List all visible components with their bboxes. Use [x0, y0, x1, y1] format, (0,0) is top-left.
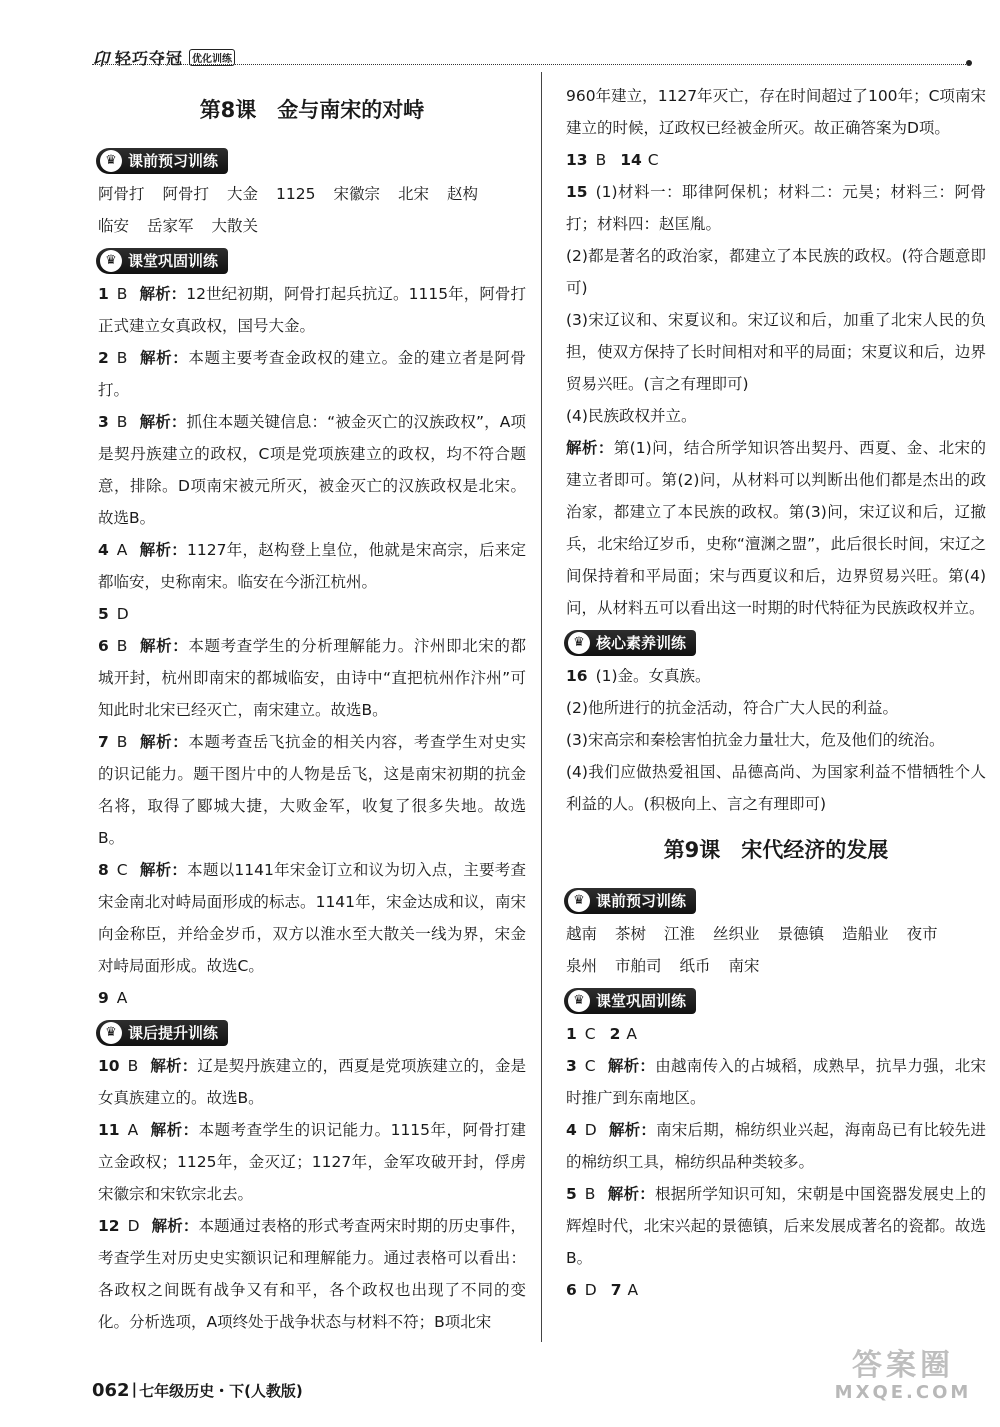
answer-text: (4)我们应做热爱祖国、品德高尚、为国家利益不惜牺牲个人利益的人。(积极向上、言之有理即可)	[566, 763, 986, 813]
question-number: 6	[566, 1281, 577, 1299]
page-number: 062	[92, 1380, 130, 1401]
answer-text: (4)民族政权并立。	[566, 407, 697, 425]
analysis-label: 解析：	[151, 1217, 199, 1235]
answer-letter: A	[627, 1281, 639, 1299]
question-number: 7	[610, 1281, 622, 1299]
analysis-text: 本题通过表格的形式考查两宋时期的历史事件，考查学生对历史史实额识记和理解能力。通过表格可以看出：各政权之间既有战争又有和平，各个政权也出现了不同的变化。分析选项，A项终处于战争状态与材料不符；B项北宋	[98, 1217, 526, 1331]
question-number: 7	[98, 733, 109, 751]
analysis-label: 解析：	[139, 861, 188, 879]
answer-letter: B	[116, 413, 128, 431]
section-label: 课前预习训练	[596, 892, 687, 910]
answer-item	[98, 982, 526, 1014]
answer-letter: C	[584, 1025, 596, 1043]
term: 景德镇	[777, 925, 825, 943]
analysis-text: 第(1)问，结合所学知识答出契丹、西夏、金、北宋的建立者即可。第(2)问，从材料可以判断出他们都是杰出的政治家，都建立了本民族的政权。第(3)问，宋辽议和后，辽撤兵，北宋给辽岁币，史称“澶渊之盟”，此后很长时间，宋辽之间保持着和平局面；宋与西夏议和后，边界贸易兴旺。第(4)问，从材料五可以看出这一时期的时代特征为民族政权并立。	[566, 439, 986, 617]
question-number: 1	[566, 1025, 577, 1043]
question-number: 5	[98, 605, 109, 623]
answer-text: (1)材料一：耶律阿保机；材料二：元昊；材料三：阿骨打；材料四：赵匡胤。	[566, 183, 986, 233]
answer-item	[566, 1050, 986, 1114]
term: 茶树	[615, 925, 647, 943]
answer-letter: B	[584, 1185, 596, 1203]
term: 越南	[566, 925, 598, 943]
section-core-badge	[564, 630, 696, 656]
term: 宋徽宗	[333, 185, 381, 203]
answer-letter: B	[116, 349, 128, 367]
brand-tag: 优化训练	[189, 49, 235, 66]
crown-icon: ♛	[100, 150, 122, 172]
answer-item	[98, 342, 526, 406]
term: 纸币	[679, 957, 711, 975]
term: 北宋	[398, 185, 430, 203]
analysis-text: 本题考查学生的识记能力。1115年，阿骨打建立金政权；1125年，金灭辽；1127年，金军攻破开封，俘虏宋徽宗和宋钦宗北去。	[98, 1121, 526, 1203]
section-preview-badge	[96, 148, 228, 174]
crown-icon: ♛	[568, 990, 590, 1012]
preview-answers	[98, 178, 526, 242]
answer-letter: A	[116, 989, 128, 1007]
analysis-label: 解析：	[139, 413, 187, 431]
book-title: 七年级历史・下(人教版)	[139, 1382, 303, 1400]
answer-item	[566, 1178, 986, 1274]
term: 临安	[98, 217, 130, 235]
answer-item	[566, 144, 986, 176]
answer-letter: D	[584, 1281, 597, 1299]
analysis-text: 本题主要考查金政权的建立。金的建立者是阿骨打。	[98, 349, 526, 399]
question-number: 1	[98, 285, 109, 303]
crown-icon: ♛	[568, 890, 590, 912]
answer-item	[566, 1018, 986, 1050]
lesson-8-title: 第8课 金与南宋的对峙	[199, 98, 425, 122]
analysis-text: 本题考查学生的分析理解能力。汴州即北宋的都城开封，杭州即南宋的都城临安，由诗中“直把杭州作汴州”可知此时北宋已经灭亡，南宋建立。故选B。	[98, 637, 526, 719]
answer-letter: A	[626, 1025, 638, 1043]
answer-letter: D	[127, 1217, 140, 1235]
analysis-label: 解析：	[608, 1121, 657, 1139]
question-number: 3	[566, 1057, 577, 1075]
column-divider	[541, 72, 542, 1342]
watermark	[828, 1350, 978, 1420]
lesson-9-title: 第9课 宋代经济的发展	[663, 838, 889, 862]
question-number: 13	[566, 151, 588, 169]
answer-item	[98, 534, 526, 598]
section-consolidate-badge	[96, 248, 228, 274]
answer-text: (2)他所进行的抗金活动，符合广大人民的利益。	[566, 699, 898, 717]
question-number: 2	[98, 349, 109, 367]
term: 大金	[227, 185, 259, 203]
analysis-text: 12世纪初期，阿骨打起兵抗辽。1115年，阿骨打正式建立女真政权，国号大金。	[98, 285, 526, 335]
answer-item	[98, 854, 526, 982]
header-rule	[92, 64, 970, 65]
answer-letter: B	[116, 637, 128, 655]
analysis-text: 根据所学知识可知，宋朝是中国瓷器发展史上的辉煌时代，北宋兴起的景德镇，后来发展成著名的瓷都。故选B。	[566, 1185, 986, 1267]
term: 夜市	[906, 925, 938, 943]
question-number: 5	[566, 1185, 577, 1203]
term: 造船业	[842, 925, 889, 943]
analysis-label: 解析：	[150, 1121, 199, 1139]
question-number: 2	[609, 1025, 621, 1043]
term: 南宋	[728, 957, 760, 975]
analysis-text: 本题以1141年宋金订立和议为切入点，主要考查宋金南北对峙局面形成的标志。1141年，宋金达成和议，南宋向金称臣，并给金岁币，双方以淮水至大散关一线为界，宋金对峙局面形成。故选C。	[98, 861, 526, 975]
answer-item	[98, 278, 526, 342]
analysis-label: 解析：	[139, 733, 189, 751]
answer-letter: B	[595, 151, 607, 169]
answer-letter: D	[116, 605, 129, 623]
answer-letter: A	[116, 541, 128, 559]
answer-letter: C	[647, 151, 659, 169]
crown-icon: ♛	[100, 250, 122, 272]
section-label: 课前预习训练	[128, 152, 219, 170]
section-advance-badge	[96, 1020, 228, 1046]
analysis-label: 解析：	[139, 285, 187, 303]
footer-separator: |	[131, 1380, 138, 1398]
answer-letter: C	[584, 1057, 596, 1075]
answer-letter: D	[584, 1121, 597, 1139]
left-column	[98, 80, 526, 1338]
continued-text: 960年建立，1127年灭亡，存在时间超过了100年；C项南宋建立的时候，辽政权已经被金所灭。故正确答案为D项。	[566, 87, 986, 137]
term: 丝织业	[713, 925, 760, 943]
answer-text: (2)都是著名的政治家，都建立了本民族的政权。(符合题意即可)	[566, 247, 986, 297]
question-number: 9	[98, 989, 109, 1007]
section-label: 课后提升训练	[128, 1024, 219, 1042]
answer-item	[98, 406, 526, 534]
term: 大散关	[211, 217, 259, 235]
answer-text: (3)宋辽议和、宋夏议和。宋辽议和后，加重了北宋人民的负担，使双方保持了长时间相对和平的局面；宋夏议和后，边界贸易兴旺。(言之有理即可)	[566, 311, 986, 393]
crown-icon: ♛	[100, 1022, 122, 1044]
answer-item	[98, 1114, 526, 1210]
analysis-text: 南宋后期，棉纺织业兴起，海南岛已有比较先进的棉纺织工具，棉纺织品种类较多。	[566, 1121, 986, 1171]
section-label: 课堂巩固训练	[128, 252, 219, 270]
term: 1125	[276, 185, 316, 203]
term: 泉州	[566, 957, 598, 975]
question-number: 12	[98, 1217, 120, 1235]
watermark-sub: MXQE.COM	[834, 1382, 972, 1403]
answer-item	[566, 1274, 986, 1306]
section-label: 课堂巩固训练	[596, 992, 687, 1010]
term: 赵构	[447, 185, 479, 203]
preview-answers	[566, 918, 986, 982]
answer-text: (3)宋高宗和秦桧害怕抗金力量壮大，危及他们的统治。	[566, 731, 945, 749]
analysis-text: 抓住本题关键信息：“被金灭亡的汉族政权”，A项是契丹族建立的政权，C项是党项族建立的政权，均不符合题意，排除。D项南宋被元所灭，被金灭亡的汉族政权是北宋。故选B。	[98, 413, 526, 527]
header-dot	[966, 60, 972, 66]
analysis-label: 解析：	[139, 637, 189, 655]
page-footer	[92, 1380, 303, 1401]
analysis-label: 解析：	[139, 541, 187, 559]
answer-item	[98, 1210, 526, 1338]
analysis-text: 1127年，赵构登上皇位，他就是宋高宗，后来定都临安，史称南宋。临安在今浙江杭州。	[98, 541, 526, 591]
brand-logo: 卬	[92, 49, 109, 70]
watermark-main: 答案圈	[852, 1348, 954, 1383]
answer-letter: B	[116, 733, 128, 751]
section-consolidate-badge	[564, 988, 696, 1014]
answer-item	[566, 660, 986, 692]
analysis-label: 解析：	[139, 349, 189, 367]
answer-item	[98, 630, 526, 726]
answer-item	[98, 726, 526, 854]
question-number: 3	[98, 413, 109, 431]
analysis-block	[566, 432, 986, 624]
question-number: 11	[98, 1121, 120, 1139]
term: 岳家军	[147, 217, 194, 235]
question-number: 10	[98, 1057, 120, 1075]
answer-letter: A	[127, 1121, 139, 1139]
question-number: 8	[98, 861, 109, 879]
question-number: 15	[566, 183, 588, 201]
answer-item	[566, 1114, 986, 1178]
analysis-label: 解析：	[150, 1057, 198, 1075]
question-number: 4	[98, 541, 109, 559]
answer-item	[98, 598, 526, 630]
brand-name: 轻巧夺冠	[115, 48, 184, 68]
answer-letter: C	[116, 861, 128, 879]
answer-text: (1)金。女真族。	[595, 667, 711, 685]
question-number: 4	[566, 1121, 577, 1139]
section-preview-badge	[564, 888, 696, 914]
term: 江淮	[664, 925, 696, 943]
analysis-label: 解析：	[607, 1185, 656, 1203]
answer-letter: B	[127, 1057, 139, 1075]
answer-letter: B	[116, 285, 128, 303]
analysis-text: 由越南传入的占城稻，成熟早，抗旱力强，北宋时推广到东南地区。	[566, 1057, 986, 1107]
question-number: 6	[98, 637, 109, 655]
crown-icon: ♛	[568, 632, 590, 654]
analysis-text: 本题考查岳飞抗金的相关内容，考查学生对史实的识记能力。题干图片中的人物是岳飞，这是南宋初期的抗金名将，取得了郾城大捷，大败金军，收复了很多失地。故选B。	[98, 733, 526, 847]
question-number: 16	[566, 667, 588, 685]
term: 阿骨打	[98, 185, 145, 203]
analysis-text: 辽是契丹族建立的，西夏是党项族建立的，金是女真族建立的。故选B。	[98, 1057, 526, 1107]
answer-item	[566, 176, 986, 240]
term: 阿骨打	[162, 185, 210, 203]
right-column	[566, 80, 986, 1306]
analysis-label: 解析：	[607, 1057, 656, 1075]
section-label: 核心素养训练	[596, 634, 687, 652]
question-number: 14	[620, 151, 642, 169]
answer-item	[98, 1050, 526, 1114]
analysis-label: 解析：	[566, 439, 614, 457]
term: 市舶司	[615, 957, 662, 975]
